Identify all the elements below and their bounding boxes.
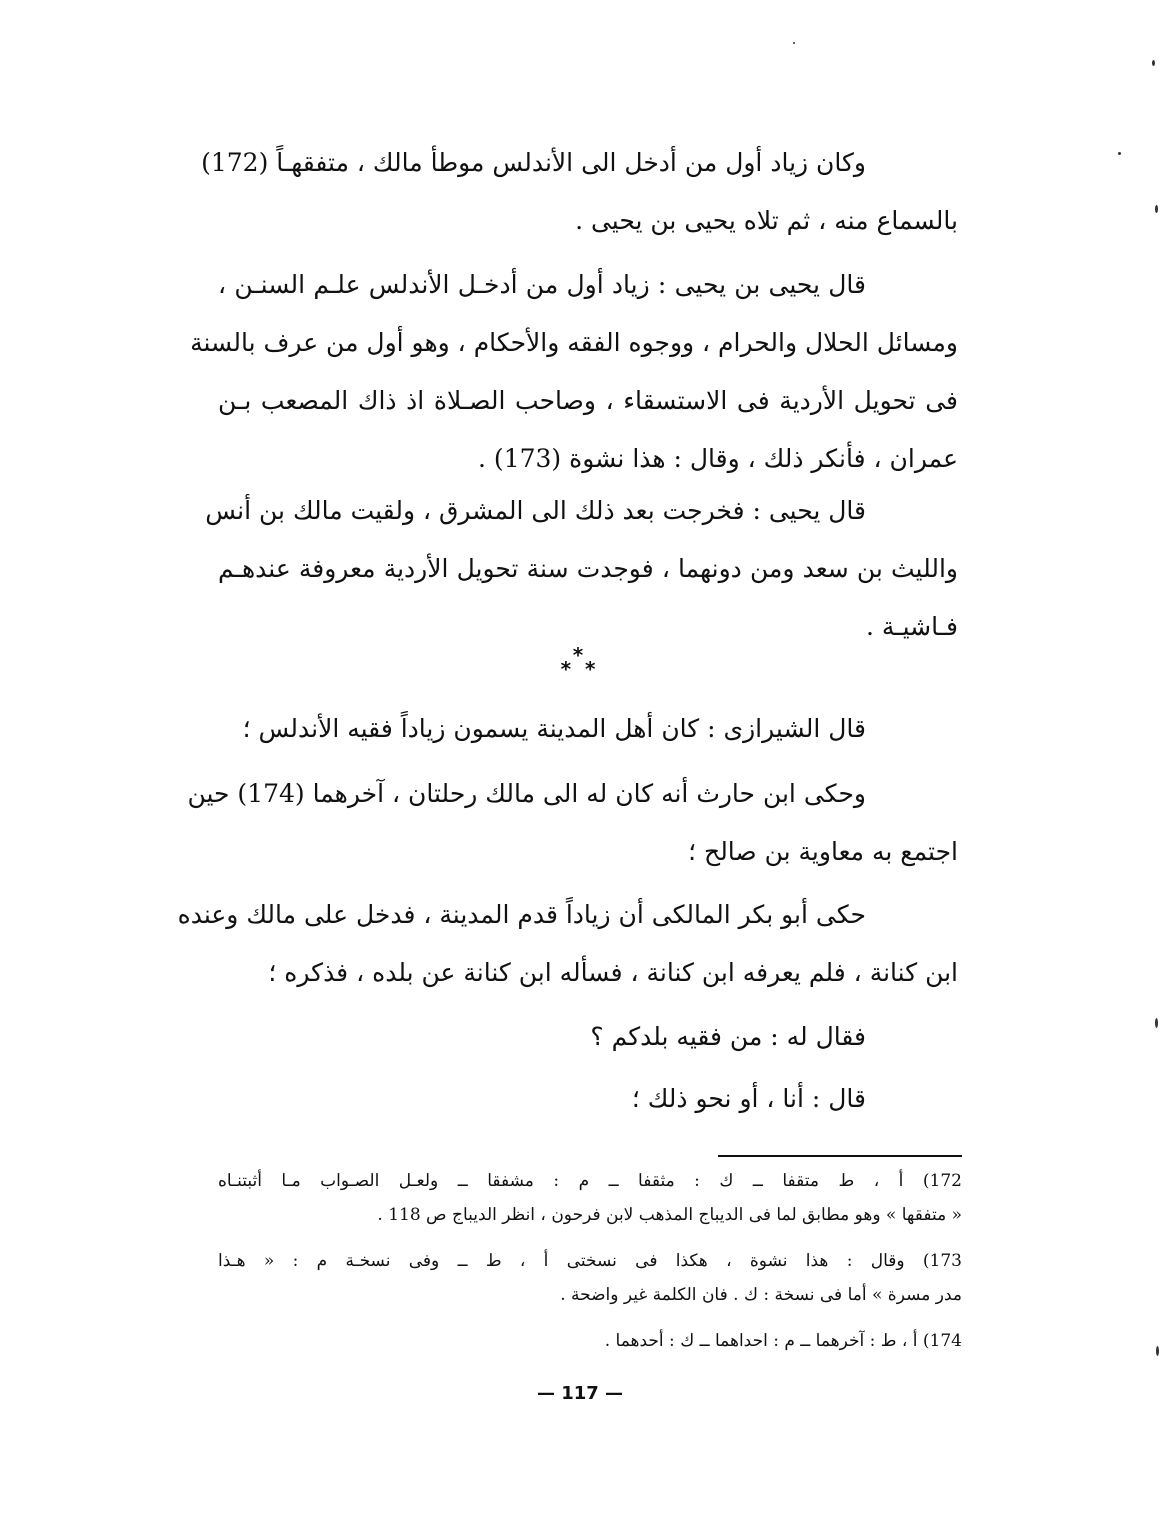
text-line: اجتمع به معاوية بن صالح ؛	[688, 837, 958, 866]
text-line: فقال له : من فقيه بلدكم ؟	[590, 1022, 866, 1051]
text-line: فـاشيـة .	[865, 612, 958, 641]
scan-speck	[793, 42, 795, 44]
footnote-172	[218, 1164, 962, 1232]
separator-star: *	[572, 643, 584, 667]
text-line: فى تحويل الأردية فى الاستسقاء ، وصاحب الصـلاة اذ ذاك المصعب بـن	[218, 386, 958, 415]
footnote-divider	[718, 1155, 962, 1157]
text-line: والليث بن سعد ومن دونهما ، فوجدت سنة تحويل الأردية معروفة عندهـم	[218, 554, 958, 583]
paragraph-7	[218, 1008, 958, 1066]
page-number: — 117 —	[536, 1383, 624, 1404]
scan-speck	[1156, 1346, 1159, 1356]
text-line: قال يحيى بن يحيى : زياد أول من أدخـل الأندلس علـم السنـن ،	[218, 270, 866, 299]
text-line: قال يحيى : فخرجت بعد ذلك الى المشرق ، ولقيت مالك بن أنس	[205, 496, 866, 525]
separator-star: *	[584, 657, 596, 681]
scan-speck	[1152, 60, 1155, 66]
footnote-line: 172) أ ، ط متقفا ــ ك : مثقفا ــ م : مشفقا ــ ولعـل الصـواب مـا أثبتنـاه	[218, 1171, 962, 1191]
paragraph-6	[177, 886, 958, 1002]
paragraph-4	[218, 700, 958, 758]
footnote-line: « متفقها » وهو مطابق لما فى الديباج المذهب لابن فرحون ، انظر الديباج ص 118 .	[377, 1205, 962, 1225]
scan-speck	[1155, 205, 1158, 213]
separator-star: *	[560, 657, 572, 681]
scan-speck	[1118, 152, 1121, 155]
text-line: وحكى ابن حارث أنه كان له الى مالك رحلتان ، آخرهما (174) حين	[187, 779, 866, 808]
paragraph-3	[205, 482, 958, 656]
text-line: بالسماع منه ، ثم تلاه يحيى بن يحيى .	[575, 206, 958, 235]
separator-stars-row	[548, 657, 608, 681]
footnote-line: 174) أ ، ط : آخرهما ــ م : احداهما ــ ك : أحدهما .	[604, 1331, 962, 1351]
section-separator	[548, 643, 608, 681]
text-line: ومسائل الحلال والحرام ، ووجوه الفقه والأحكام ، وهو أول من عرف بالسنة	[190, 328, 958, 357]
text-line: وكان زياد أول من أدخل الى الأندلس موطأ مالك ، متفقهـاً (172)	[201, 148, 866, 177]
text-line: قال الشيرازى : كان أهل المدينة يسمون زياداً فقيه الأندلس ؛	[242, 714, 866, 743]
text-line: حكى أبو بكر المالكى أن زياداً قدم المدينة ، فدخل على مالك وعنده	[177, 900, 866, 929]
paragraph-2	[190, 256, 958, 488]
text-line: عمران ، فأنكر ذلك ، وقال : هذا نشوة (173) .	[478, 444, 958, 473]
footnote-line: 173) وقال : هذا نشوة ، هكذا فى نسختى أ ، ط ــ وفى نسخـة م : « هـذا	[218, 1251, 962, 1271]
text-line: قال : أنا ، أو نحو ذلك ؛	[631, 1084, 866, 1113]
footnote-line: مدر مسرة » أما فى نسخة : ك . فان الكلمة غير واضحة .	[560, 1285, 962, 1305]
paragraph-8	[218, 1070, 958, 1128]
text-line: ابن كنانة ، فلم يعرفه ابن كنانة ، فسأله ابن كنانة عن بلده ، فذكره ؛	[268, 958, 958, 987]
paragraph-1	[201, 134, 958, 250]
footnote-174	[218, 1324, 962, 1358]
paragraph-5	[187, 765, 958, 881]
scan-speck	[1155, 1018, 1158, 1028]
footnote-173	[218, 1244, 962, 1312]
